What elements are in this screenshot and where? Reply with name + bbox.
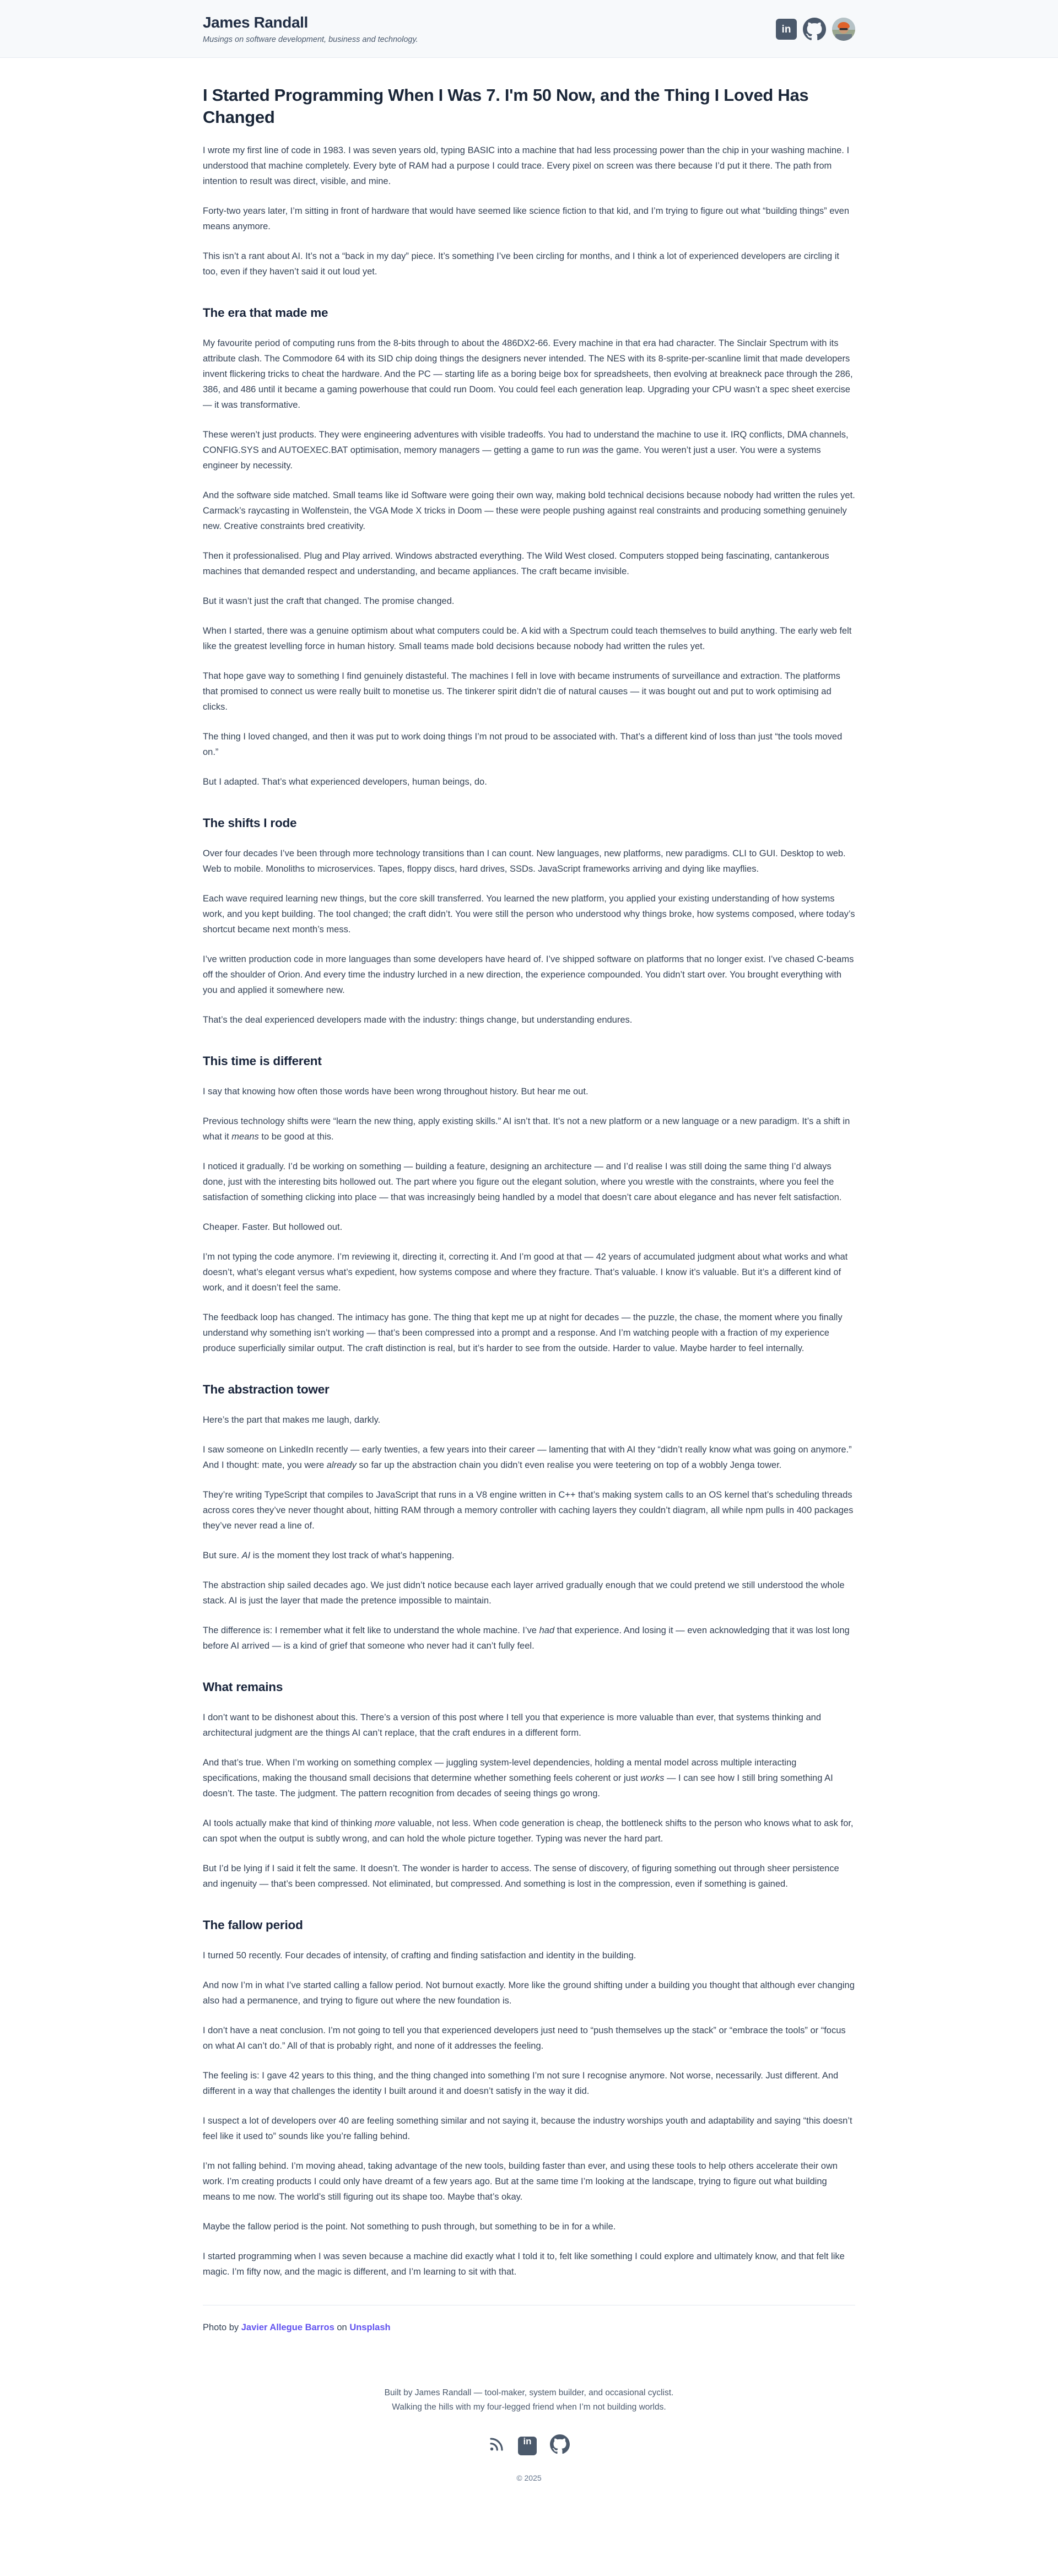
paragraph: I noticed it gradually. I’d be working on something — building a feature, designing an architecture — and I’d realise I was still doing the same thing I’d always done, just with the interesting bits hollowed out. The part where you figure out the elegant solution, where you wrestle with the constraints, where you feel the satisfaction of something clicking into place — that was increasingly being handled by a model that doesn’t care about elegance and has never felt satisfaction. bbox=[203, 1162, 842, 1202]
paragraph: Each wave required learning new things, but the core skill transferred. You learned the new platform, you applied your existing understanding of how systems work, and you kept building. The tool changed; the craft didn’t. You were still the person who understood why things broke, how systems composed, where today’s shortcut became next month’s mess. bbox=[203, 894, 855, 935]
header-social-icons bbox=[776, 18, 855, 41]
paragraph: That’s the deal experienced developers made with the industry: things change, but understanding endures. bbox=[203, 1015, 633, 1025]
site-branding bbox=[203, 14, 418, 45]
section-heading: This time is different bbox=[203, 1054, 322, 1068]
section-heading: The era that made me bbox=[203, 306, 328, 320]
site-title-link[interactable]: James Randall bbox=[203, 14, 308, 31]
rss-icon[interactable] bbox=[488, 2436, 505, 2455]
site-footer bbox=[0, 2386, 1058, 2576]
linkedin-icon[interactable]: in bbox=[518, 2437, 537, 2455]
copyright: © 2025 bbox=[516, 2474, 542, 2482]
paragraph: The feeling is: I gave 42 years to this thing, and the thing changed into something I’m not sure I recognise anymore. Not worse, necessarily. Just different. And different in a way that challenges the identity I built around it and doesn’t satisfy in the way it did. bbox=[203, 2071, 839, 2096]
paragraph: Here’s the part that makes me laugh, darkly. bbox=[203, 1415, 381, 1425]
section-heading: The fallow period bbox=[203, 1918, 303, 1932]
unsplash-link[interactable]: Unsplash bbox=[349, 2323, 391, 2332]
paragraph: They’re writing TypeScript that compiles to JavaScript that runs in a V8 engine written in C++ that’s making system calls to an OS kernel that’s scheduling threads across cores they’ve never thought about, hitting RAM through a memory controller with caching layers they couldn’t diagram, all while npm pulls in 400 packages they’ve never read a line of. bbox=[203, 1490, 854, 1531]
paragraph: The abstraction ship sailed decades ago. We just didn’t notice because each layer arrived gradually enough that we could pretend we still understood the whole stack. AI is just the layer that made the pretence impossible to maintain. bbox=[203, 1580, 845, 1606]
section-heading: What remains bbox=[203, 1680, 283, 1694]
paragraph: These weren’t just products. They were engineering adventures with visible tradeoffs. You had to understand the machine to use it. IRQ conflicts, DMA channels, CONFIG.SYS and AUTOEXEC.BAT optimisation, memory managers — getting a game to run was the game. You weren’t just a user. You were a systems engineer by necessity. bbox=[203, 430, 849, 471]
paragraph: I don’t have a neat conclusion. I’m not going to tell you that experienced developers just need to “push themselves up the stack” or “embrace the tools” or “focus on what AI can’t do.” All of that is probably right, and none of it addresses the feeling. bbox=[203, 2026, 846, 2051]
paragraph: I’m not typing the code anymore. I’m reviewing it, directing it, correcting it. And I’m good at that — 42 years of accumulated judgment about what works and what doesn’t, what’s elegant versus what’s expedient, how systems compose and where they fracture. That’s valuable. I know it’s valuable. But it’s a different kind of work, and it doesn’t feel the same. bbox=[203, 1252, 848, 1293]
section-heading: The abstraction tower bbox=[203, 1382, 330, 1396]
photo-credit bbox=[203, 2320, 855, 2335]
paragraph: I’ve written production code in more languages than some developers have heard of. I’ve shipped software on platforms that no longer exist. I’ve chased C-beams off the shoulder of Orion. And every time the industry lurched in a new direction, the experience compounded. You didn’t start over. You brought everything with you and applied it somewhere new. bbox=[203, 954, 854, 995]
paragraph: When I started, there was a genuine optimism about what computers could be. A kid with a Spectrum could teach themselves to build anything. The early web felt like the greatest levelling force in human history. Small teams made bold decisions because nobody had written the rules yet. bbox=[203, 626, 852, 651]
paragraph: This isn’t a rant about AI. It’s not a “back in my day” piece. It’s something I’ve been circling for months, and I think a lot of experienced developers are circling it too, even if they haven’t said it out loud yet. bbox=[203, 251, 839, 277]
site-tagline: Musings on software development, business and technology. bbox=[203, 35, 418, 44]
paragraph: I suspect a lot of developers over 40 are feeling something similar and not saying it, because the industry worships youth and adaptability and saying “this doesn’t feel like it used to” sounds like you’re falling behind. bbox=[203, 2116, 852, 2141]
paragraph: AI tools actually make that kind of thinking more valuable, not less. When code generation is cheap, the bottleneck shifts to the person who knows what to ask for, can spot when the output is subtly wrong, and can hold the whole picture together. Typing was never the hard part. bbox=[203, 1818, 854, 1844]
article-body bbox=[203, 143, 855, 2280]
paragraph: I say that knowing how often those words have been wrong throughout history. But hear me out. bbox=[203, 1087, 589, 1097]
paragraph: But it wasn’t just the craft that changed. The promise changed. bbox=[203, 596, 455, 606]
photo-credit-middle: on bbox=[334, 2323, 350, 2332]
paragraph: I started programming when I was seven because a machine did exactly what I told it to, felt like something I could explore and ultimately know, and that felt like magic. I’m fifty now, and the magic is different, and I’m learning to sit with that. bbox=[203, 2251, 845, 2277]
paragraph: I’m not falling behind. I’m moving ahead, taking advantage of the new tools, building faster than ever, and using these tools to help others accelerate their own work. I’m creating products I could only have dreamt of a few years ago. But at the same time I’m looking at the landscape, trying to figure out what building means to me now. The world’s still figuring out its shape too. Maybe that’s okay. bbox=[203, 2161, 838, 2202]
paragraph: I don’t want to be dishonest about this. There’s a version of this post where I tell you that experience is more valuable than ever, that systems thinking and architectural judgment are the things AI can’t replace, that the craft endures in a different form. bbox=[203, 1713, 822, 1738]
footer-tagline-2: Walking the hills with my four-legged friend when I’m not building worlds. bbox=[392, 2402, 666, 2412]
paragraph: And now I’m in what I’ve started calling a fallow period. Not burnout exactly. More like the ground shifting under a building you thought that although ever changing also had a permanence, and trying to figure out where the new foundation is. bbox=[203, 1980, 855, 2006]
paragraph: But sure. AI is the moment they lost track of what’s happening. bbox=[203, 1551, 455, 1560]
paragraph: Previous technology shifts were “learn the new thing, apply existing skills.” AI isn’t that. It’s not a new platform or a new language or a new paradigm. It’s a shift in what it means to be good at this. bbox=[203, 1116, 850, 1142]
page-title: I Started Programming When I Was 7. I'm 50 Now, and the Thing I Loved Has Changed bbox=[203, 85, 809, 127]
paragraph: The difference is: I remember what it felt like to understand the whole machine. I’ve had that experience. And losing it — even acknowledging that it was lost long before AI arrived — is a kind of grief that someone who never had it can’t fully feel. bbox=[203, 1625, 850, 1651]
paragraph: My favourite period of computing runs from the 8-bits through to about the 486DX2-66. Every machine in that era had character. The Sinclair Spectrum with its attribute clash. The Commodore 64 with its SID chip doing things the designers never intended. The NES with its 8-sprite-per-scanline limit that made developers invent flickering tricks to cheat the hardware. And the PC — starting life as a boring beige box for spreadsheets, then evolving at breakneck pace through the 286, 386, and 486 until it became a gaming powerhouse that could run Doom. You could feel each generation leap. Upgrading your CPU wasn’t a spec sheet exercise — it was transformative. bbox=[203, 338, 853, 410]
paragraph: Maybe the fallow period is the point. Not something to push through, but something to be in for a while. bbox=[203, 2222, 616, 2232]
paragraph: And that’s true. When I’m working on something complex — juggling system-level dependencies, holding a mental model across multiple interacting specifications, making the thousand small decisions that determine whether something feels coherent or just works — I can see how I still bring something AI doesn’t. The taste. The judgment. The pattern recognition from decades of seeing things go wrong. bbox=[203, 1758, 833, 1799]
site-header bbox=[0, 0, 1058, 58]
paragraph: And the software side matched. Small teams like id Software were going their own way, making bold technical decisions because nobody had written the rules yet. Carmack’s raycasting in Wolfenstein, the VGA Mode X tricks in Doom — these were people pushing against real constraints and producing something genuinely new. Creative constraints bred creativity. bbox=[203, 490, 855, 531]
paragraph: The thing I loved changed, and then it was put to work doing things I’m not proud to be associated with. That’s a different kind of loss than just “the tools moved on.” bbox=[203, 732, 843, 757]
paragraph: Forty-two years later, I’m sitting in front of hardware that would have seemed like science fiction to that kid, and I’m trying to figure out what “building things” even means anymore. bbox=[203, 206, 849, 231]
paragraph: The feedback loop has changed. The intimacy has gone. The thing that kept me up at night for decades — the puzzle, the chase, the moment where you finally understand why something isn’t working — that’s been compressed into a prompt and a response. And I’m watching people with a fraction of my experience produce superficially similar output. The craft distinction is real, but it’s harder to see from the outside. Harder to value. Maybe harder to feel internally. bbox=[203, 1313, 843, 1353]
photo-author-link[interactable]: Javier Allegue Barros bbox=[241, 2323, 334, 2332]
paragraph: That hope gave way to something I find genuinely distasteful. The machines I fell in love with became instruments of surveillance and extraction. The platforms that promised to connect us were really built to monetise us. The tinkerer spirit didn’t die of natural causes — it was bought out and put to work optimising ad clicks. bbox=[203, 671, 840, 712]
paragraph: I turned 50 recently. Four decades of intensity, of crafting and finding satisfaction and identity in the building. bbox=[203, 1951, 636, 1961]
linkedin-icon[interactable]: in bbox=[776, 19, 797, 40]
paragraph: Then it professionalised. Plug and Play arrived. Windows abstracted everything. The Wild West closed. Computers stopped being fascinating, cantankerous machines that demanded respect and understanding, and became appliances. The craft became invisible. bbox=[203, 551, 829, 576]
paragraph: Cheaper. Faster. But hollowed out. bbox=[203, 1222, 343, 1232]
footer-tagline-1: Built by James Randall — tool-maker, system builder, and occasional cyclist. bbox=[384, 2388, 674, 2397]
paragraph: Over four decades I’ve been through more technology transitions than I can count. New languages, new platforms, new paradigms. CLI to GUI. Desktop to web. Web to mobile. Monoliths to microservices. Tapes, floppy discs, hard drives, SSDs. JavaScript frameworks arriving and dying like mayflies. bbox=[203, 849, 846, 874]
github-icon[interactable] bbox=[550, 2434, 570, 2457]
footer-social-icons bbox=[0, 2434, 1058, 2457]
paragraph: But I adapted. That’s what experienced developers, human beings, do. bbox=[203, 777, 487, 787]
avatar-photo bbox=[832, 18, 855, 41]
photo-credit-prefix: Photo by bbox=[203, 2323, 241, 2332]
paragraph: I wrote my first line of code in 1983. I was seven years old, typing BASIC into a machine that had less processing power than the chip in your washing machine. I understood that machine completely. Every byte of RAM had a purpose I could trace. Every pixel on screen was there because I’d put it there. The path from intention to result was direct, visible, and mine. bbox=[203, 145, 850, 186]
section-heading: The shifts I rode bbox=[203, 816, 297, 830]
article bbox=[203, 84, 855, 2335]
github-icon[interactable] bbox=[803, 18, 826, 41]
paragraph: But I’d be lying if I said it felt the same. It doesn’t. The wonder is harder to access. The sense of discovery, of figuring something out through sheer persistence and ingenuity — that’s been compressed. Not eliminated, but compressed. And something is lost in the compression, even if something is gained. bbox=[203, 1864, 839, 1889]
paragraph: I saw someone on LinkedIn recently — early twenties, a few years into their career — lamenting that with AI they “didn’t really know what was going on anymore.” And I thought: mate, you were already so far up the abstraction chain you didn’t even realise you were teetering on top of a wobbly Jenga tower. bbox=[203, 1445, 852, 1470]
